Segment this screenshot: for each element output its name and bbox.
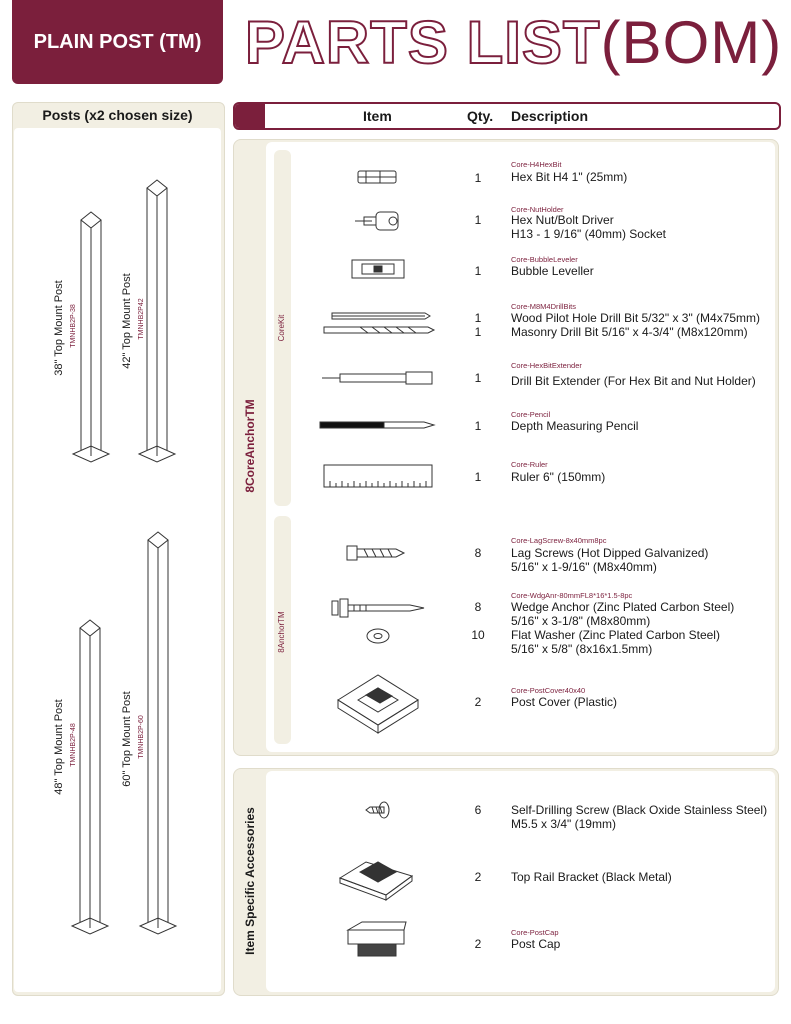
posts-inner: [14, 128, 221, 992]
bit-extender-icon: [322, 372, 432, 384]
item-qty: 6: [474, 803, 482, 817]
pencil-icon: [320, 422, 434, 428]
col-description: Description: [511, 108, 589, 124]
item-qty: 8: [474, 600, 482, 614]
item-qty: 1: [474, 419, 482, 433]
group-label-anchor: 8CoreAnchorTM: [243, 399, 257, 493]
item-qty: 1: [474, 311, 482, 325]
item-icons: [300, 150, 460, 990]
item-desc: Post Cover (Plastic): [511, 695, 618, 709]
item-desc: 5/16" x 1-9/16" (M8x40mm): [511, 560, 657, 574]
item-desc: Hex Nut/Bolt Driver: [511, 213, 614, 227]
col-qty: Qty.: [467, 108, 494, 124]
item-code: Core-Ruler: [511, 460, 548, 469]
item-code: Core-WdgAnr-80mmFL8*16*1.5-8pc: [511, 591, 633, 600]
item-qty: 1: [474, 213, 482, 227]
item-code: Core-LagScrew-8x40mm8pc: [511, 536, 607, 545]
hex-bit-icon: [358, 171, 396, 183]
item-desc: H13 - 1 9/16" (40mm) Socket: [511, 227, 666, 241]
group-label-accessories: Item Specific Accessories: [243, 807, 257, 955]
item-qty: 1: [474, 264, 482, 278]
item-desc: 5/16" x 5/8" (8x16x1.5mm): [511, 642, 653, 656]
nut-driver-icon: [355, 212, 398, 230]
title-suffix: (BOM): [600, 9, 783, 76]
item-qty: 1: [474, 371, 482, 385]
item-code: Core-M8M4DrillBits: [511, 302, 577, 311]
item-qty: 10: [471, 628, 485, 642]
item-desc: Flat Washer (Zinc Plated Carbon Steel): [511, 628, 720, 642]
item-desc: Drill Bit Extender (For Hex Bit and Nut Holder): [511, 374, 756, 388]
post-label-42: 42" Top Mount Post: [121, 273, 133, 369]
post-cover-icon: [338, 675, 418, 733]
page-badge: [12, 0, 223, 84]
item-desc: Hex Bit H4 1" (25mm): [511, 170, 628, 184]
item-desc: M5.5 x 3/4" (19mm): [511, 817, 616, 831]
page-title: [245, 8, 782, 77]
post-code-60: TMNHB2P-60: [138, 715, 145, 759]
item-desc: Self-Drilling Screw (Black Oxide Stainless Steel): [511, 803, 768, 817]
ruler-icon: [324, 465, 432, 487]
drill-bits-icon: [324, 313, 434, 333]
item-code: Core-HexBitExtender: [511, 361, 582, 370]
posts-drawing: [14, 128, 221, 992]
post-label-60: 60" Top Mount Post: [121, 691, 133, 787]
rail-bracket-icon: [340, 862, 412, 900]
item-desc: Depth Measuring Pencil: [511, 419, 639, 433]
item-code: Core-PostCover40x40: [511, 686, 586, 695]
post-code-48: TMNHB2P-48: [70, 723, 77, 767]
item-code: Core-Pencil: [511, 410, 551, 419]
column-header: [233, 102, 781, 130]
badge-text: PLAIN POST (TM): [33, 30, 202, 53]
item-desc: Top Rail Bracket (Black Metal): [511, 870, 672, 884]
item-desc: Ruler 6" (150mm): [511, 470, 606, 484]
bubble-level-icon: [352, 260, 404, 278]
item-code: Core-PostCap: [511, 928, 559, 937]
posts-heading: Posts (x2 chosen size): [42, 107, 193, 123]
anchortm-label: 8AnchorTM: [277, 611, 286, 653]
item-desc: 5/16" x 3-1/8" (M8x80mm): [511, 614, 651, 628]
item-desc: Wedge Anchor (Zinc Plated Carbon Steel): [511, 600, 735, 614]
post-code-42: TMNHB2P42: [138, 298, 145, 340]
item-desc: Bubble Leveller: [511, 264, 594, 278]
header-tab: [235, 104, 265, 128]
item-code: Core-NutHolder: [511, 205, 564, 214]
washer-icon: [367, 629, 389, 643]
item-desc: Post Cap: [511, 937, 561, 951]
self-drilling-screw-icon: [366, 802, 389, 818]
post-code-38: TMNHB2P-38: [70, 304, 77, 348]
title-main: PARTS LIST: [245, 9, 601, 76]
post-label-48: 48" Top Mount Post: [53, 699, 65, 795]
post-label-38: 38" Top Mount Post: [53, 280, 65, 376]
item-qty: 2: [474, 870, 482, 884]
item-code: Core-BubbleLeveler: [511, 255, 578, 264]
item-desc: Wood Pilot Hole Drill Bit 5/32" x 3" (M4x75mm): [511, 311, 761, 325]
col-item: Item: [363, 108, 392, 124]
wedge-anchor-icon: [332, 599, 424, 617]
item-qty: 1: [474, 325, 482, 339]
item-qty: 1: [474, 171, 482, 185]
post-cap-icon: [348, 922, 406, 956]
item-qty: 2: [474, 937, 482, 951]
item-desc: Masonry Drill Bit 5/16" x 4-3/4" (M8x120mm): [511, 325, 748, 339]
corekit-label: CoreKit: [277, 314, 286, 342]
lag-screw-icon: [347, 546, 404, 560]
item-code: Core-H4HexBit: [511, 160, 562, 169]
item-qty: 1: [474, 470, 482, 484]
item-desc: Lag Screws (Hot Dipped Galvanized): [511, 546, 709, 560]
item-qty: 2: [474, 695, 482, 709]
item-qty: 8: [474, 546, 482, 560]
